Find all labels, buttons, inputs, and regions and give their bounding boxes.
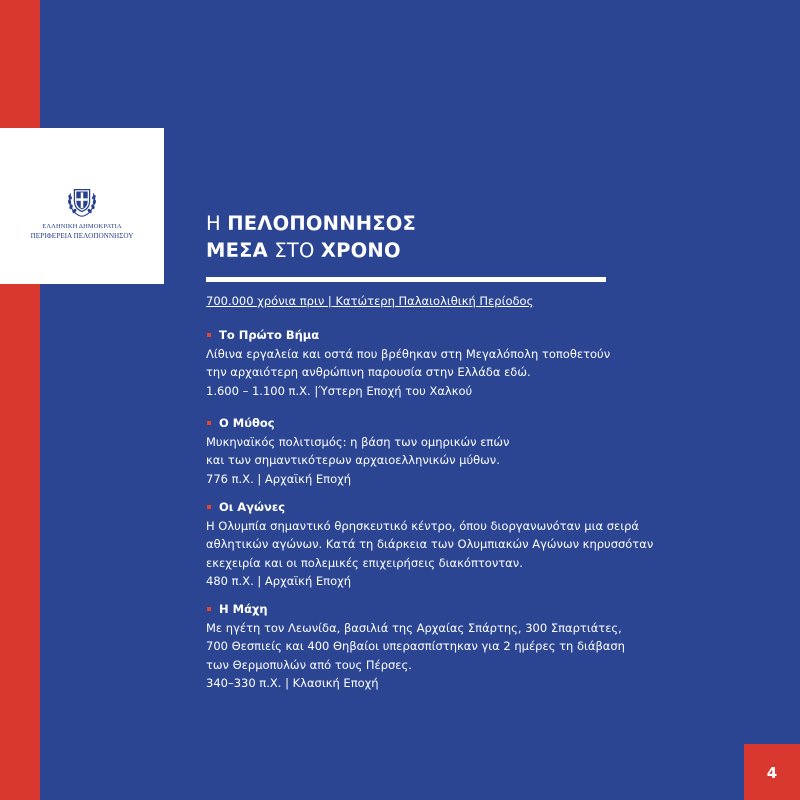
timeline-section-games (206, 498, 653, 591)
section-text-line: Λίθινα εργαλεία και οστά που βρέθηκαν στη Μεγαλόπολη τοποθετούν (206, 346, 611, 361)
title-line-2 (206, 237, 416, 264)
title-article: Η (206, 212, 228, 235)
bullet-square-icon (207, 505, 211, 509)
timeline-section-first-step (206, 326, 610, 400)
left-red-bar (0, 0, 40, 800)
title-region-name: ΠΕΛΟΠΟΝΝΗΣΟΣ (227, 212, 417, 235)
section-text-line: εκεχειρία και οι πολεμικές επιχειρήσεις διακόπτονταν. (206, 555, 523, 570)
section-text-line: Η Ολυμπία σημαντικό θρησκευτικό κέντρο, όπου διοργανωνόταν μια σειρά (206, 518, 639, 533)
section-heading (206, 414, 509, 433)
bullet-square-icon (207, 333, 211, 337)
logo-panel (0, 128, 164, 284)
section-heading-text: Ο Μύθος (219, 416, 275, 430)
title-word-xrono: ΧΡΟΝΟ (320, 239, 401, 262)
page-number-box (744, 744, 800, 800)
section-date-line: 480 π.Χ. | Αρχαϊκή Εποχή (206, 574, 352, 588)
period-caption: 700.000 χρόνια πριν | Κατώτερη Παλαιολιθική Περίοδος (206, 294, 534, 308)
section-date-line: 776 π.Χ. | Αρχαϊκή Εποχή (206, 471, 352, 486)
section-heading-text: Οι Αγώνες (219, 500, 286, 514)
section-text-line: Μυκηναϊκός πολιτισμός: η βάση των ομηρικών επών (206, 434, 510, 449)
section-heading-text: Το Πρώτο Βήμα (219, 328, 320, 342)
title-divider (206, 277, 606, 282)
timeline-section-myth (206, 414, 509, 488)
section-date-line: 340–330 π.Χ. | Κλασική Εποχή (206, 676, 379, 690)
page-number: 4 (766, 764, 778, 782)
section-heading (206, 326, 610, 345)
section-heading (206, 600, 625, 619)
page-title (206, 210, 416, 264)
section-date-line: 1.600 – 1.100 π.Χ. |Ύστερη Εποχή του Χαλκού (206, 383, 473, 398)
logo-text-country: ΕΛΛΗΝΙΚΗ ΔΗΜΟΚΡΑΤΙΑ (42, 223, 122, 230)
section-text-line: Με ηγέτη τον Λεωνίδα, βασιλιά της Αρχαίας Σπάρτης, 300 Σπαρτιάτες, (206, 620, 622, 635)
title-word-mesa: ΜΕΣΑ (206, 239, 268, 262)
section-text-line: των Θερμοπυλών από τους Πέρσες. (206, 657, 412, 672)
section-text-line: και των σημαντικότερων αρχαιοελληνικών μύθων. (206, 453, 500, 467)
section-heading (206, 498, 653, 517)
bullet-square-icon (207, 421, 211, 425)
section-heading-text: Η Μάχη (219, 602, 268, 616)
section-text-line: την αρχαιότερη ανθρώπινη παρουσία στην Ελλάδα εδώ. (206, 365, 531, 379)
section-text-line: 700 Θεσπιείς και 400 Θηβαίοι υπερασπίστηκαν για 2 ημέρες τη διάβαση (206, 639, 625, 653)
logo-text-region: ΠΕΡΙΦΕΡΕΙΑ ΠΕΛΟΠΟΝΝΗΣΟΥ (30, 232, 134, 240)
greek-coat-of-arms-icon (63, 182, 101, 220)
bullet-square-icon (207, 607, 211, 611)
section-text-line: αθλητικών αγώνων. Κατά τη διάρκεια των Ολυμπιακών Αγώνων κηρυσσόταν (206, 537, 654, 551)
title-word-sto: ΣΤΟ (267, 239, 321, 262)
title-line-1 (206, 210, 416, 237)
timeline-section-battle (206, 600, 625, 693)
